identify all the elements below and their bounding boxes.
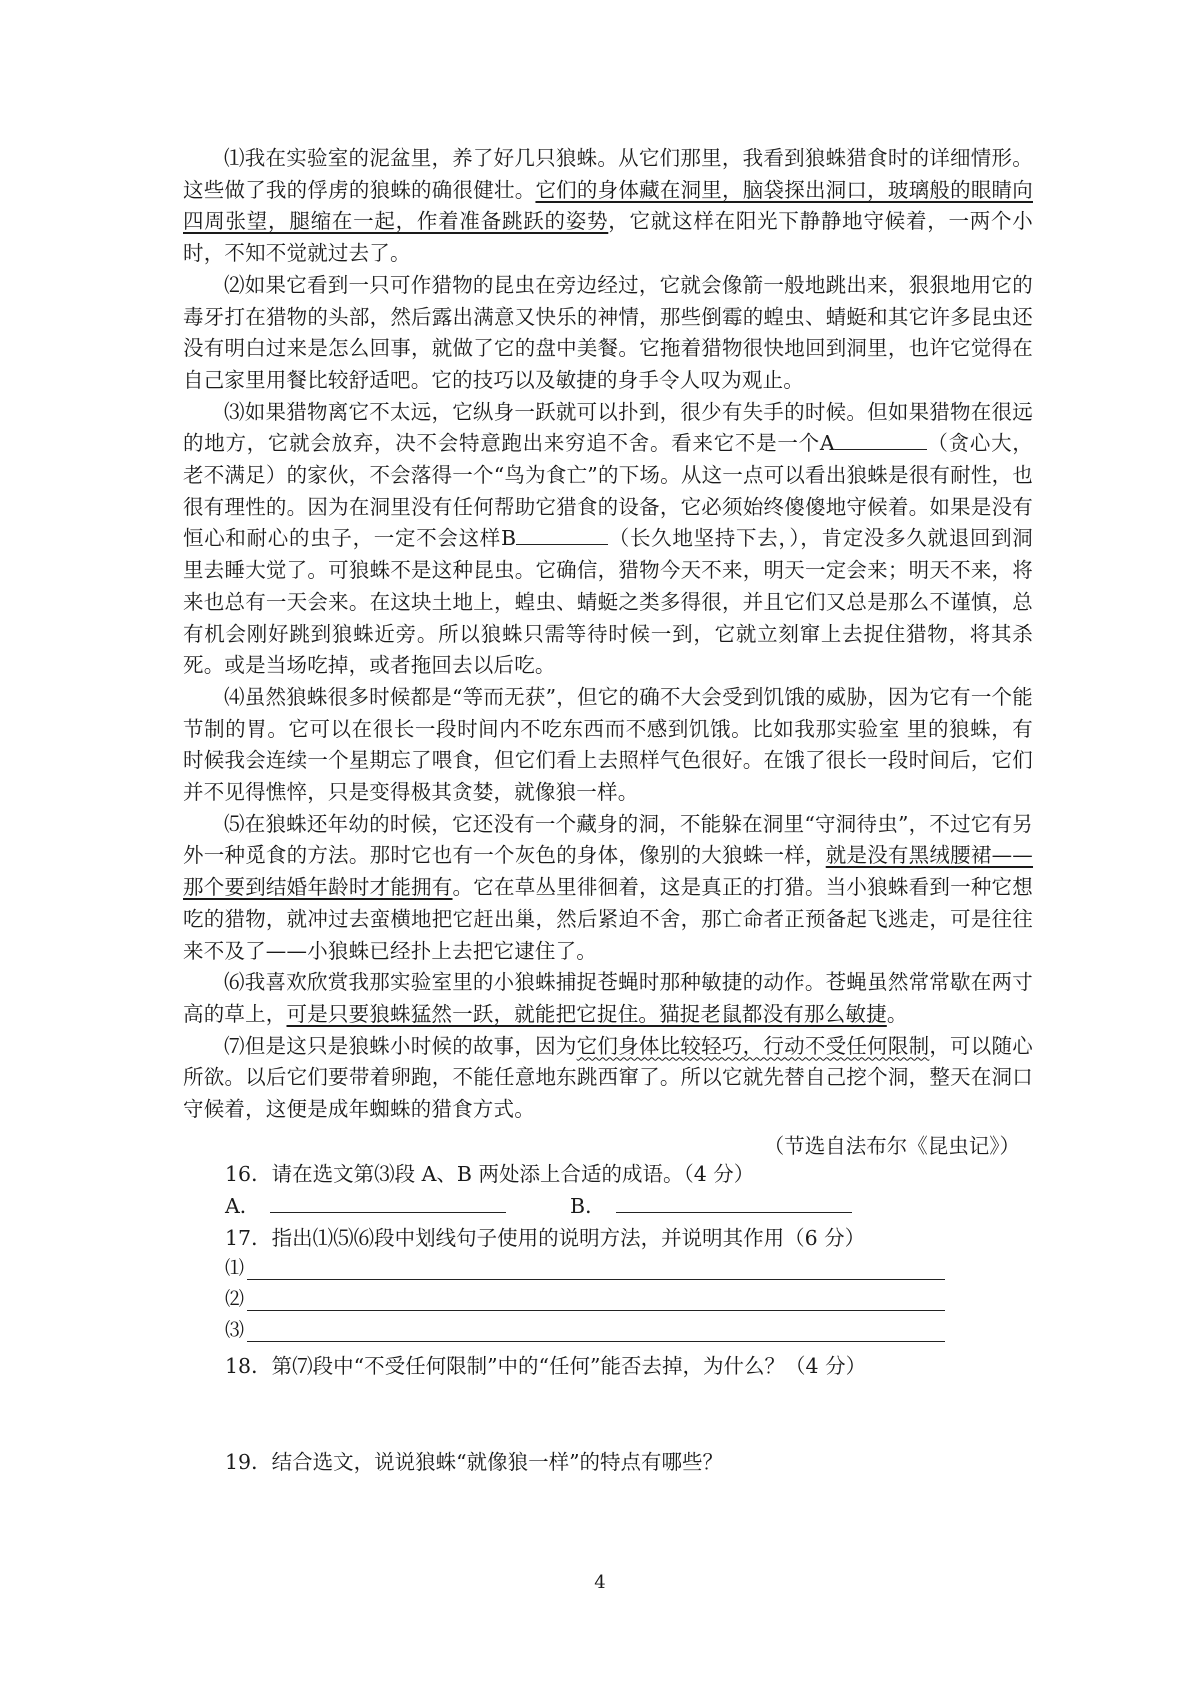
paragraph-5-text: ⑸在狼蛛还年幼的时候，它还没有一个藏身的洞，不能躲在洞里“守洞待虫”，不过它有另外一种觅食的方法。那时它也有一个灰色的身体，像别的大狼蛛一样， bbox=[183, 811, 1033, 868]
answer-16-a-line[interactable] bbox=[270, 1192, 506, 1213]
answer-17-label-2: ⑵ bbox=[225, 1288, 245, 1310]
paragraph-1-text: ⑴我在实验室的泥盆里，养了好几只狼蛛。从它们那里，我看到狼蛛猎食时的详细情形。这些做了我的俘虏的狼蛛的确很健壮。 bbox=[183, 146, 1033, 202]
answer-17-line-3[interactable] bbox=[247, 1341, 945, 1342]
paragraph-6-text: ⑹我喜欢欣赏我那实验室里的小狼蛛捕捉苍蝇时那种敏捷的动作。苍蝇虽然常常歇在两寸高的草上， bbox=[183, 970, 1033, 1026]
question-17: 17．指出⑴⑸⑹段中划线句子使用的说明方法，并说明其作用（6 分） bbox=[225, 1226, 866, 1250]
answer-16-b-label: B． bbox=[570, 1194, 606, 1218]
paragraph-7-text-end: ，可以随心所欲。以后它们要带着卵跑，不能任意地东跳西窜了。所以它就先替自己挖个洞，整天在洞口守候着，这便是成年蜘蛛的猎食方式。 bbox=[183, 1033, 1033, 1122]
underlined-sentence-1: 它们的身体藏在洞里，脑袋探出洞口，玻璃般的眼睛向四周张望，腿缩在一起，作着准备跳跃的姿势 bbox=[183, 177, 1033, 234]
paragraph-2: ⑵如果它看到一只可作猎物的昆虫在旁边经过，它就会像箭一般地跳出来，狠狠地用它的毒牙打在猎物的头部，然后露出满意又快乐的神情，那些倒霉的蝗虫、蜻蜓和其它许多昆虫还没有明白过来是怎么回事，就做了它的盘中美餐。它拖着猎物很快地回到洞里，也许它觉得在自己家里用餐比较舒适吧。它的技巧以及敏捷的身手令人叹为观止。 bbox=[183, 272, 1033, 392]
paragraph-3-text-mid: （贪心大，老不满足）的家伙，不会落得一个“鸟为食亡”的下场。从这一点可以看出狼蛛是很有耐性，也很有理性的。因为在洞里没有任何帮助它猎食的设备，它必须始终傻傻地守候着。如果是没有恒心和耐心的虫子，一定不会这样B bbox=[183, 431, 1033, 551]
reading-passage bbox=[183, 143, 1033, 1126]
answer-17-label-1: ⑴ bbox=[225, 1257, 245, 1279]
paragraph-3 bbox=[183, 397, 1033, 682]
answer-17-label-3: ⑶ bbox=[225, 1319, 245, 1341]
answer-16-a-label: A． bbox=[225, 1194, 261, 1218]
page-number: 4 bbox=[594, 1572, 606, 1593]
answer-17-row-2[interactable] bbox=[225, 1287, 945, 1315]
paragraph-4: ⑷虽然狼蛛很多时候都是“等而无获”，但它的确不大会受到饥饿的威胁，因为它有一个能节制的胃。它可以在很长一段时间内不吃东西而不感到饥饿。比如我那实验室 里的狼蛛，有时候我会连续一个星期忘了喂食，但它们看上去照样气色很好。在饿了很长一段时间后，它们并不见得憔悴，只是变得极其贪婪，就像狼一样。 bbox=[183, 684, 1033, 805]
answer-17-row-3[interactable] bbox=[225, 1318, 945, 1346]
answer-17-line-2[interactable] bbox=[247, 1310, 945, 1311]
question-18: 18．第⑺段中“不受任何限制”中的“任何”能否去掉，为什么？（4 分） bbox=[225, 1354, 867, 1378]
paragraph-1 bbox=[183, 143, 1033, 270]
answer-17-line-1[interactable] bbox=[247, 1279, 945, 1280]
paragraph-6 bbox=[183, 967, 1033, 1030]
paragraph-3-text-end: （长久地坚持下去，），肯定没多久就退回到洞里去睡大觉了。可狼蛛不是这种昆虫。它确信，猎物今天不来，明天一定会来；明天不来，将来也总有一天会来。在这块土地上，蝗虫、蜻蜓之类多得很，并且它们又总是那么不谨慎，总有机会刚好跳到狼蛛近旁。所以狼蛛只需等待时候一到，它就立刻窜上去捉住猎物，将其杀死。或是当场吃掉，或者拖回去以后吃。 bbox=[183, 526, 1033, 678]
underlined-sentence-6: 可是只要狼蛛猛然一跃，就能把它捉住。猫捉老鼠都没有那么敏捷 bbox=[286, 1001, 887, 1026]
paragraph-5-text-end: 。它在草丛里徘徊着，这是真正的打猎。当小狼蛛看到一种它想吃的猎物，就冲过去蛮横地把它赶出巢，然后紧迫不舍，那亡命者正预备起飞逃走，可是往往来不及了——小狼蛛已经扑上去把它逮住了。 bbox=[183, 875, 1033, 963]
answer-16-b-line[interactable] bbox=[616, 1192, 852, 1213]
wavy-underlined-phrase: 它们身体比较轻巧，行动不受任何限制 bbox=[576, 1033, 930, 1058]
paragraph-1-text-end: ，它就这样在阳光下静静地守候着，一两个小时，不知不觉就过去了。 bbox=[183, 209, 1033, 266]
paragraph-7 bbox=[183, 1031, 1033, 1126]
blank-b[interactable] bbox=[516, 526, 608, 545]
blank-a[interactable] bbox=[835, 431, 927, 450]
underlined-sentence-5: 就是没有黑绒腰裙——那个要到结婚年龄时才能拥有 bbox=[183, 843, 1034, 900]
paragraph-6-text-end: 。 bbox=[886, 1001, 908, 1026]
paragraph-7-text: ⑺但是这只是狼蛛小时候的故事，因为 bbox=[224, 1033, 577, 1058]
question-16: 16．请在选文第⑶段 A、B 两处添上合适的成语。（4 分） bbox=[225, 1162, 755, 1186]
answer-16-a bbox=[225, 1192, 506, 1220]
paragraph-5 bbox=[183, 809, 1033, 968]
answer-16-b bbox=[570, 1192, 852, 1220]
answer-17-row-1[interactable] bbox=[225, 1256, 945, 1284]
source-citation: （节选自法布尔《昆虫记》） bbox=[763, 1134, 1020, 1158]
paragraph-3-text: ⑶如果猎物离它不太远，它纵身一跃就可以扑到，很少有失手的时候。但如果猎物在很远的地方，它就会放弃，决不会特意跑出来穷追不舍。看来它不是一个A bbox=[183, 399, 1033, 456]
question-19: 19．结合选文，说说狼蛛“就像狼一样”的特点有哪些？ bbox=[225, 1450, 724, 1474]
